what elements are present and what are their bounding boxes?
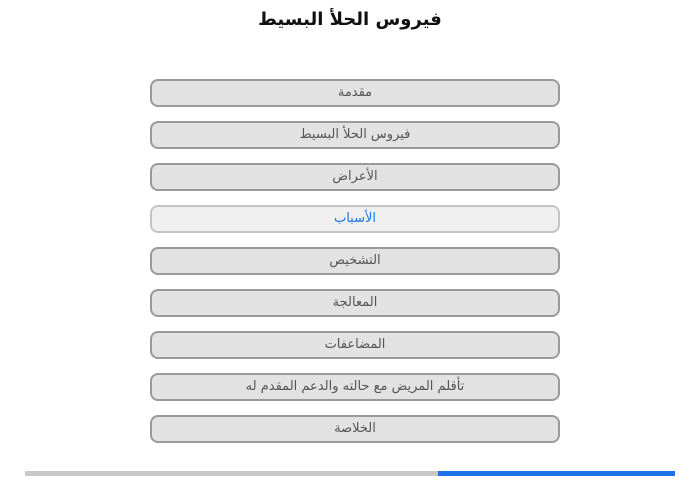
menu-item-herpes-simplex-virus[interactable]: فيروس الحلأ البسيط	[150, 121, 560, 149]
page-title: فيروس الحلأ البسيط	[258, 9, 442, 30]
progress-bar-fill	[438, 471, 675, 476]
menu-item-treatment[interactable]: المعالجة	[150, 289, 560, 317]
menu-item-diagnosis[interactable]: التشخيص	[150, 247, 560, 275]
progress-bar	[25, 471, 675, 476]
menu-item-complications[interactable]: المضاعفات	[150, 331, 560, 359]
menu-item-introduction[interactable]: مقدمة	[150, 79, 560, 107]
menu-item-causes[interactable]: الأسباب	[150, 205, 560, 233]
menu-item-summary[interactable]: الخلاصة	[150, 415, 560, 443]
menu-item-symptoms[interactable]: الأعراض	[150, 163, 560, 191]
menu-item-coping-and-support[interactable]: تأقلم المريض مع حالته والدعم المقدم له	[150, 373, 560, 401]
chapter-menu	[150, 79, 560, 457]
